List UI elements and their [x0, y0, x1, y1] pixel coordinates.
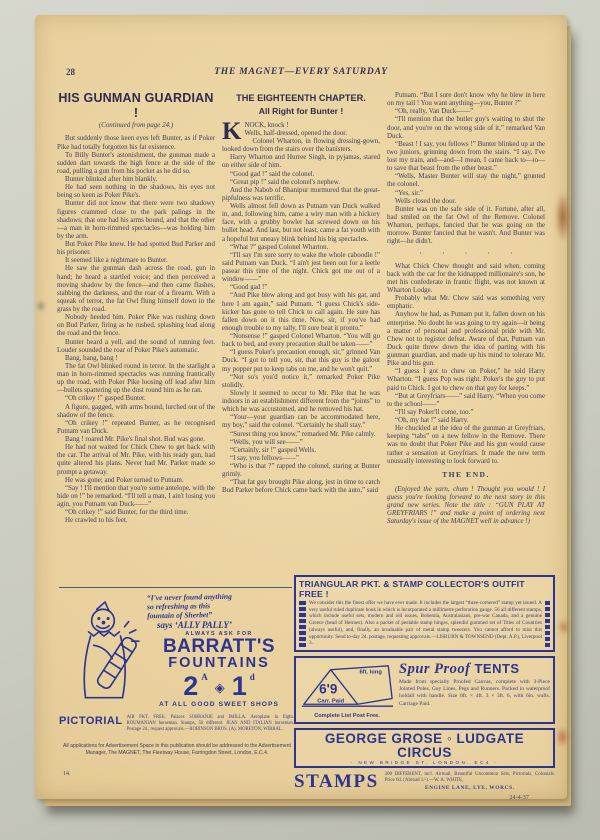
- paragraph: Colonel Wharton, in flowing dressing-gown, looked down from the stairs over the banisters.: [222, 137, 380, 154]
- stamp-outfit-body: We consider this the finest offer we have ever made. It includes the largest “three-cornered” stamp yet issued. A very useful ruled duplicate book in which is incorporated a millimetre perforation gauge. 56 all different stamps, which include useful sets, modern and old issues, Bohemia, Australasians, pre-war Canada, and a genuine Greece (head of Hermes). Also a packet of peelable stamp hinges, splendid gummed set of Titles of Countries (always useful), and, finally, an invaluable pair of metal stamp tweezers. You cannot afford to miss this opportunity. Send to-day 2d. postage, requesting approvals.—LISBURN & TOWNSEND (Dept. A.P.), Liverpool 3.: [309, 600, 542, 647]
- paragraph: Bunter did not know that there were two shadowy figures crammed close to the park palings in the shadows; that one had his arms bound, and that the other—a man in horn-rimmed spectacles—was holding him by the arm.: [57, 199, 215, 240]
- price-two: 2: [183, 670, 199, 701]
- spur-tents-ad: [294, 656, 555, 724]
- paragraph: What Chick Chew thought and said when, coming back with the car for the kidnapped millionaire's son, he met his confederate in frantic flight, was not known at Wharton Lodge.: [387, 261, 545, 295]
- barratts-tagline: AT ALL GOOD SWEET SHOPS: [158, 700, 280, 708]
- barratts-ad-text: [147, 592, 291, 708]
- left-column-text: [57, 134, 215, 524]
- paragraph: “But at Greyfriars——” said Harry. “When you come to the school——”: [387, 391, 545, 408]
- paragraph: “Not so's you'd notice it,” remarked Poker Pike stolidly.: [222, 372, 380, 389]
- story-title: HIS GUNMAN GUARDIAN !: [58, 91, 214, 120]
- stamps-body: 300 DIFFERENT, incl. Airmail, Beautiful Uncommon Sets, Pictorials, Colonials. Price 6d. (Abroad 1/-).—W. A. WHITE,: [384, 772, 555, 784]
- paragraph: Wells almost fell down as Putnam van Duck walked in, and, following him, came a wiry man with a hickory face, with a grubby bowler hat screwed down on his bullet head. And last, but not least, came a fat youth with a hopeful but uneasy blink behind his big spectacles.: [222, 202, 380, 243]
- paragraph: “Yes, sir.”: [395, 188, 424, 197]
- opening-line2: Wells, half-dressed, opened the door.: [244, 128, 347, 137]
- paragraph: “Certainly, sir !” gasped Wells.: [230, 445, 316, 454]
- stamp-outfit-headline: TRIANGULAR PKT. & STAMP COLLECTOR'S OUTFIT FREE !: [299, 579, 525, 599]
- tent-carriage-label: Carr. Paid: [317, 698, 345, 705]
- rust-stain: [556, 727, 569, 747]
- paragraph: The fat Owl blinked round in terror. In the starlight a man in horn-rimmed spectacles was running frantically up the road, with Poker Pike loosing off lead after him—bullets spattering up the dust round him as he ran.: [57, 361, 215, 395]
- advertisement-notice: All applications for Advertisement Space in this publication should be addressed to the Advertisement Manager, The MAGNET, The Fleetway House, Farringdon Street, London, E.C.4.: [63, 743, 291, 756]
- drop-cap: K: [222, 117, 242, 145]
- paragraph: But suddenly those keen eyes left Bunter, as if Poker Pike had totally forgotten his fat existence.: [57, 134, 215, 151]
- paragraph: “What ?” gasped Colonel Wharton.: [230, 242, 329, 251]
- paragraph: And the Nabob of Bhanipur murmured that the great-pipfulness was terrific.: [222, 185, 380, 202]
- stamps-classified-ad: [294, 772, 555, 791]
- paragraph: Bunter heard a yell, and the sound of running feet. Louder sounded the roar of Poker Pike's automatic.: [57, 337, 215, 354]
- paragraph: He had seen nothing in the shadows, his eyes not being so keen as Poker Pike's.: [57, 183, 215, 200]
- paragraph: Putnam. “But I sure don't know why he blew in here on my tail ! You want anything—you, Bunter ?”: [387, 91, 545, 108]
- paragraph: “I'll say Poker'll come, too.”: [395, 407, 474, 416]
- paragraph: “I guess Poker's precaution enough, sir,” grinned Van Duck. “I got to tell you, sir, that this guy is the galoot my popper put to keep tabs on me, and he won't quit.”: [222, 348, 380, 373]
- continued-note: (Continued from page 24.): [98, 121, 174, 130]
- chapter-heading: THE EIGHTEENTH CHAPTER.: [236, 93, 366, 103]
- paragraph: “Oh crikey !” repeated Bunter, as he recognised Putnam van Duck.: [57, 418, 215, 435]
- barratts-product: FOUNTAINS: [168, 655, 270, 672]
- chapter-subheading: All Right for Bunter !: [258, 105, 344, 116]
- opening-paragraph: [222, 117, 380, 145]
- paragraph: He had not waited for Chick Chew to get back with the car. The arrival of Mr. Pike, with his ready gun, had quite altered his plans. Never had Mr. Parker made so prompt a getaway.: [57, 443, 215, 476]
- stamp-strip-illustration: [299, 600, 306, 647]
- paragraph: He was gone; and Poker turned to Putnam.: [65, 475, 184, 484]
- right-column-text-b: [387, 262, 545, 465]
- price-one: 1: [231, 670, 247, 701]
- paragraph: “Oh, my hat !” said Harry.: [395, 416, 469, 425]
- section-separator: · · · · ·: [419, 249, 513, 259]
- paragraph: A figure, gagged, with arms bound, lurched out of the shadow of the fence.: [57, 402, 215, 419]
- tent-caption: Complete List Post Free.: [314, 712, 380, 719]
- paragraph: Probably what Mr. Chew said was something very emphatic.: [387, 294, 545, 311]
- stamps-ad-text: [385, 772, 555, 791]
- barratts-ad: [59, 587, 292, 714]
- paragraph: “Beast ! I say, you fellows !” Bunter blinked up at the two juniors, grinning down from the stairs. “I say, I've lost my train, and—and—I mean, I came back to—to—to save that beast from the other beast.”: [387, 139, 545, 173]
- george-grose-name: GEORGE GROSE ◦ LUDGATE CIRCUS: [324, 730, 525, 761]
- stamp-strip-illustration: [545, 600, 550, 647]
- ink-speck: [37, 301, 45, 311]
- spur-title-bold: TENTS: [474, 660, 520, 676]
- ad-speech-text: “I've never found anything so refreshing as this fountain of Sherbet”: [146, 591, 232, 621]
- tent-size-label: 6ft. long: [359, 669, 382, 676]
- ad-says-text: says ‘ALLY PALLY’: [157, 620, 232, 631]
- column-middle: [222, 91, 380, 585]
- price-two-sup: A: [201, 671, 208, 682]
- stamps-title: STAMPS: [294, 771, 379, 793]
- diamond-logo-icon: ◈: [214, 679, 225, 695]
- paragraph: “Your—your guardian can be accommodated here, my boy,” said the colonel. “Certainly he shall stay.”: [222, 413, 380, 430]
- rust-stain: [555, 191, 571, 243]
- always-ask-for-label: ALWAYS ASK FOR: [185, 631, 253, 638]
- tent-price-label: 6'9: [319, 681, 338, 697]
- magazine-page: [35, 15, 567, 802]
- paragraph: But Poker Pike knew. He had spotted Bud Parker and his prisoner.: [57, 240, 215, 257]
- stamp-outfit-ad: [294, 575, 555, 652]
- paragraph: Wells closed the door.: [395, 196, 457, 205]
- paragraph: Harry Wharton and Hurree Singh, in pyjamas, stared on either side of him.: [222, 153, 380, 170]
- editor-postscript: (Enjoyed the yarn, chum ! Thought you would ! I guess you're looking forward to the next story in this grand new series. Note the title : “GUN PLAY AT GREYFRIARS !” and make a point of ordering next Saturday's issue of the MAGNET well in advance !): [387, 484, 545, 526]
- pictorial-title: PICTORIAL: [59, 715, 123, 727]
- paragraph: He chuckled at the idea of the gunman at Greyfriars, keeping “tabs” on a new fellow in the Remove. There was no doubt that Poker Pike and his gun would cause rather a sensation at Greyfriars. It made the new term unusually interesting to look forward to.: [387, 424, 545, 465]
- paragraph: “I guess I got to chew on Poker,” he told Harry Wharton. “I guess Pop was right. Poker's the guy to put paid to Chick. I got to chew on that guy for keeps.”: [387, 367, 545, 392]
- rust-stain: [558, 619, 570, 635]
- stamp-outfit-row: [296, 600, 553, 650]
- paragraph: “And Pike blew along and got busy with his gat, and here I am again,” said Putnam. “I guess Chick's side-kicker has gone to tell Chick to call again. He sure has fallen down on it this time. Now, sir, if you've had enough trouble to my tally, I'll sure beat it pronto.”: [222, 291, 380, 332]
- paragraph: Bang ! roared Mr. Pike's final shot. Bud was gone.: [65, 435, 205, 444]
- tent-figure: [299, 661, 395, 719]
- spur-title-script: Spur Proof: [399, 660, 471, 677]
- paragraph: “I say, you fellows——”: [230, 453, 299, 462]
- paragraph: Anyhow he had, as Putnam put it, fallen down on his enterprise. No doubt he was going to try again—it being a matter of personal and professional pride with Mr. Chew not to register defeat. Aware of that, Putnam van Duck quite threw down the idea of parting with his gunman guardian, and made up his mind to tolerate Mr. Pike and his gun.: [387, 310, 545, 368]
- paragraph: It seemed like a nightmare to Bunter.: [65, 256, 168, 265]
- paragraph: Bunter was on the safe side of it. Fortune, after all, had smiled on the fat Owl of the Remove. Colonel Wharton, perhaps, fancied that he was going on the morrow. Bunter fancied that he wasn't. And Bunter was right—he didn't.: [387, 204, 545, 246]
- barratts-brand: BARRATT'S: [162, 636, 276, 658]
- paragraph: “Wells, Master Bunter will stay the night,” grunted the colonel.: [387, 172, 545, 189]
- spur-body: Made from specially Proofed Canvas, complete with 3-Piece Jointed Poles, Guy Lines, Pegs and Runners. Packed in waterproof holdall with handle. Size 6ft. × 4ft. 3 × 3ft. 6, with 6in. walls. Carriage Paid.: [399, 678, 550, 707]
- george-grose-ad: [294, 728, 555, 768]
- middle-column-text: [222, 137, 380, 495]
- paragraph: Bang, bang, bang !: [65, 353, 118, 362]
- column-left: [57, 91, 215, 587]
- george-grose-address: · NEW BRIDGE ST. LONDON. EC4 ·: [350, 760, 499, 766]
- paragraph: “That fat guy brought Pike along, jest in time to catch Bud Parker before Chick came back with the auto,” said: [222, 478, 380, 495]
- right-ad-stack: [294, 575, 555, 801]
- paragraph: “Great pip !” said the colonel's nephew.: [230, 177, 341, 186]
- paragraph: Slowly it seemed to occur to Mr. Pike that he was indoors in an establishment different from the “joints” to which he was accustomed, and he removed his hat.: [222, 388, 380, 414]
- the-end-label: THE END.: [442, 469, 490, 479]
- clown-illustration: [61, 600, 147, 708]
- spur-ad-text: [399, 661, 550, 719]
- tent-illustration: [299, 661, 395, 711]
- opening-line1: NOCK, knock !: [244, 120, 289, 129]
- stamps-address: ENGINE LANE, LYE, WORCS.: [425, 784, 515, 791]
- masthead: THE MAGNET—EVERY SATURDAY: [214, 67, 388, 77]
- spur-title: [399, 661, 550, 677]
- pictorial-body: AIR PKT. FREE. Palaces SOBRANJE and IMILLA. Aeroplane in flight. ROUMANIAN horseman. Stamps, 56 different. JEAN AND ITALIAN horseman. Postage 2d., request approvals.—ROBINSON BROS. (A), MORETON, WIRRAL.: [126, 715, 294, 732]
- paragraph: “I'll say I'm sure sorry to wake the whole caboodle !” said Putnam van Duck. “I ain't jest been out for a leetle pasear this time of the night. Chick got me out of a window——”: [222, 250, 380, 284]
- paragraph: “Who is that ?” rapped the colonel, staring at Bunter grimly.: [222, 462, 380, 479]
- price-row: [147, 670, 291, 701]
- paragraph: “Oh, really, Van Duck——”: [395, 107, 474, 116]
- paragraph: Bunter blinked after him blankly.: [65, 175, 158, 184]
- paragraph: “Say ! I'll mention that you're some antelope, with the hide on !” he remarked. “I'll tell a man, I ain't losing you agin, you Putnam van Duck——”: [57, 483, 215, 509]
- paragraph: He crawled to his feet.: [65, 516, 128, 525]
- right-column-text-a: [387, 91, 545, 245]
- page-number: 28: [66, 67, 75, 77]
- price-one-sup: d: [249, 671, 255, 682]
- paragraph: “I'll mention that the butler guy's waiting to shut the door, and you're on the wrong side of it,” remarked Van Duck.: [387, 115, 545, 140]
- paragraph: “Surest thing you know,” remarked Mr. Pike calmly.: [230, 429, 376, 438]
- pictorial-stamps-ad: [59, 715, 294, 733]
- paragraph: He saw the gunman dash across the road, gun in hand; he heard a startled voice; and then perceived a moving shadow by the fence—and then came flashes, stabbing the darkness, and the roar of a firearm. With a squeak of terror, the fat Owl flung himself down in the grass by the road.: [57, 264, 215, 314]
- paragraph: “Good gad !”: [230, 283, 268, 292]
- paragraph: “Oh crikey !” gasped Bunter.: [65, 394, 146, 403]
- paragraph: Nobody heeded him. Poker Pike was rushing down on Bud Parker, firing as he rushed, splashing lead along the road and the fence.: [57, 313, 215, 338]
- paragraph: “Good gad !” said the colonel.: [230, 169, 315, 178]
- print-date-code: 24-4-37: [509, 794, 529, 802]
- paragraph: “Nonsense !” gasped Colonel Wharton. “You will go back to bed, and every precaution shall be taken——”: [222, 332, 380, 349]
- paragraph: “Oh crikey !” said Bunter, for the third time.: [65, 508, 189, 517]
- column-right: [387, 91, 545, 581]
- printer-mark: 14.: [63, 771, 71, 777]
- paragraph: “Wells, you will see——”: [230, 437, 303, 446]
- paragraph: To Billy Bunter's astonishment, the gunman made a sudden dart towards the high fence at the side of the road, pulling a gun from his pocket as he did so.: [57, 150, 215, 175]
